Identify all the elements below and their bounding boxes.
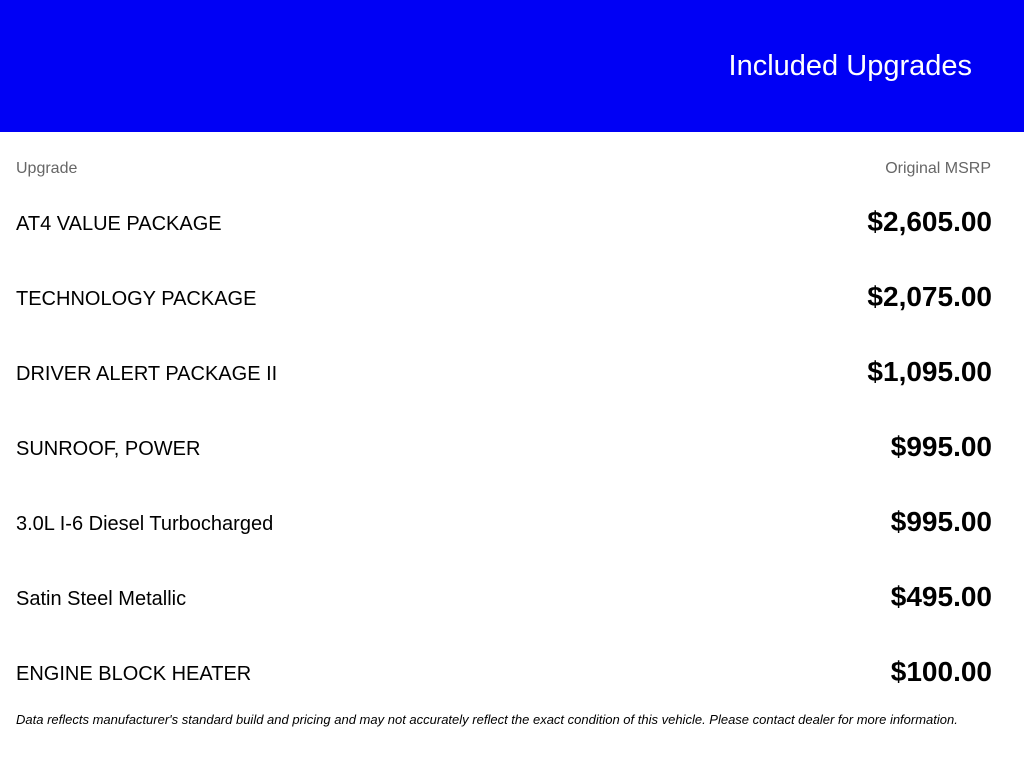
upgrade-price: $995.00	[890, 431, 992, 462]
upgrade-price: $100.00	[890, 656, 992, 687]
column-header-msrp: Original MSRP	[885, 160, 991, 177]
upgrade-name: ENGINE BLOCK HEATER	[16, 663, 252, 685]
table-row	[16, 272, 992, 347]
upgrade-price: $495.00	[890, 581, 992, 612]
upgrade-price: $2,605.00	[867, 206, 992, 237]
upgrade-name: TECHNOLOGY PACKAGE	[16, 288, 257, 310]
table-column-headers	[16, 160, 992, 180]
table-row	[16, 647, 992, 722]
table-row	[16, 572, 992, 647]
column-header-upgrade: Upgrade	[16, 160, 78, 177]
upgrade-name: AT4 VALUE PACKAGE	[16, 213, 222, 235]
upgrade-name: Satin Steel Metallic	[16, 588, 187, 610]
upgrades-list	[16, 197, 992, 722]
header-banner	[0, 0, 1024, 132]
upgrade-name: 3.0L I-6 Diesel Turbocharged	[16, 513, 274, 535]
upgrade-price: $995.00	[890, 506, 992, 537]
upgrade-price: $2,075.00	[867, 281, 992, 312]
page-title: Included Upgrades	[728, 50, 972, 82]
upgrade-price: $1,095.00	[867, 356, 992, 387]
upgrade-name: DRIVER ALERT PACKAGE II	[16, 363, 278, 385]
table-row	[16, 197, 992, 272]
table-row	[16, 422, 992, 497]
table-row	[16, 347, 992, 422]
table-row	[16, 497, 992, 572]
upgrade-name: SUNROOF, POWER	[16, 438, 201, 460]
disclaimer-text: Data reflects manufacturer's standard build and pricing and may not accurately reflect the exact condition of this vehicle. Please contact dealer for more information.	[16, 712, 958, 727]
